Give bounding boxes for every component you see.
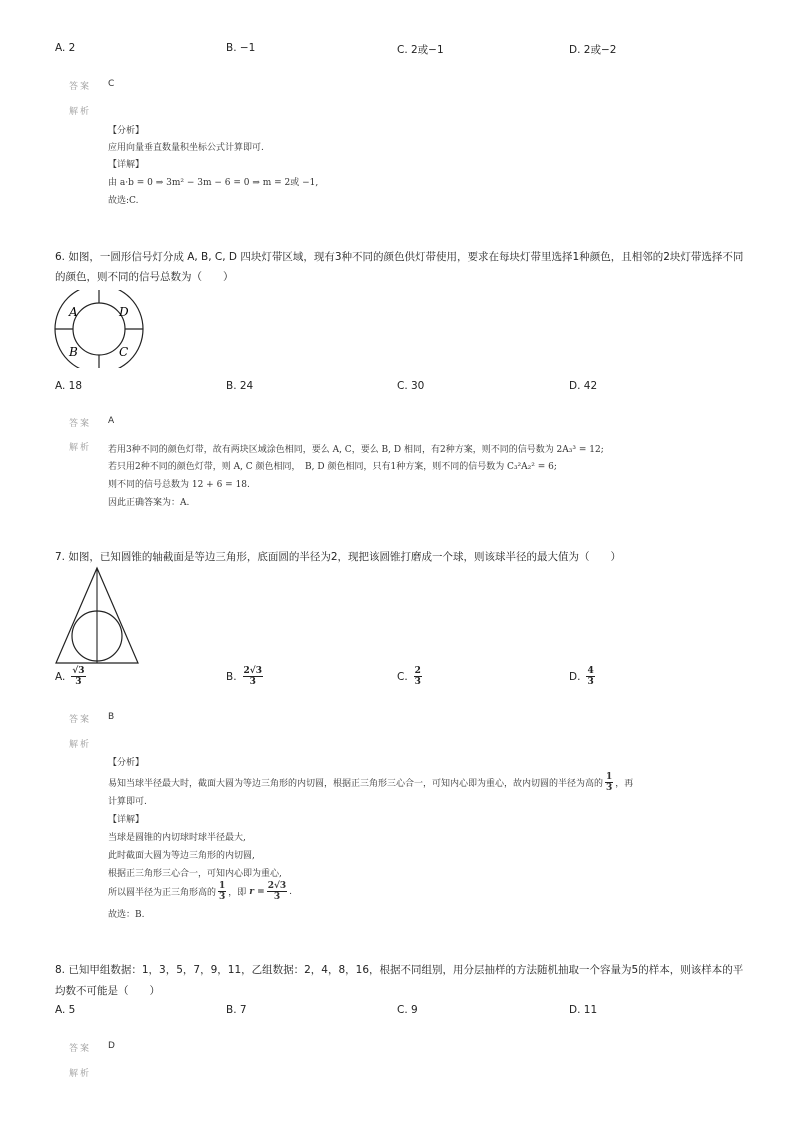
q6-answer-label: 答案	[69, 419, 92, 429]
q7-option-d: D. $\frac{4}{3}$	[569, 666, 594, 687]
q5-fenxi: 应用向量垂直数量积坐标公式计算即可.	[108, 143, 264, 153]
q5-answer-label: 答案	[69, 82, 92, 92]
q7-fenxi-fraction: $\frac{1}{3}$	[606, 772, 613, 793]
q5-option-b: B. −1	[226, 42, 256, 54]
q7-detail-line2: 此时截面大圆为等边三角形的内切圆,	[108, 851, 255, 861]
q5-option-a: A. 2	[55, 42, 76, 54]
q8-stem-line2: 均数不可能是（ ）	[55, 985, 160, 997]
q6-analysis-line1: 若用3种不同的颜色灯带，故有两块区域涂色相同，要么 A, C，要么 B, D 相同，有2种方案，则不同的信号数为 2A₃³ = 12;	[108, 445, 604, 455]
q7-option-c: C. $\frac{2}{3}$	[397, 666, 421, 687]
q7-option-d-fraction: $\frac{4}{3}$	[587, 666, 594, 687]
q8-answer: D	[108, 1041, 115, 1051]
q6-label-c: C	[119, 345, 129, 359]
q7-answer-label: 答案	[69, 715, 92, 725]
q6-answer: A	[108, 416, 115, 426]
q6-label-d: D	[119, 305, 129, 319]
q8-answer-label: 答案	[69, 1044, 92, 1054]
q7-xiangjie-label: 【详解】	[108, 815, 145, 825]
q6-analysis-line3: 则不同的信号总数为 12 + 6 = 18.	[108, 480, 250, 490]
q5-analysis-label: 解析	[69, 107, 92, 117]
q7-answer: B	[108, 712, 115, 722]
q7-radius-fraction: $\frac{2√3}{3}$	[267, 881, 287, 902]
q8-analysis-label: 解析	[69, 1069, 92, 1079]
q5-option-c: C. 2或−1	[397, 44, 444, 56]
q8-option-b: B. 7	[226, 1004, 247, 1016]
q7-stem: 7. 如图，已知圆锥的轴截面是等边三角形，底面圆的半径为2，现把该圆锥打磨成一个球，则该球半径的最大值为（ ）	[55, 551, 622, 563]
q6-signal-light-figure	[52, 290, 146, 368]
q8-option-a: A. 5	[55, 1004, 76, 1016]
q5-option-d: D. 2或−2	[569, 44, 617, 56]
q6-analysis-label: 解析	[69, 443, 92, 453]
q6-label-b: B	[69, 345, 78, 359]
q6-stem-line2: 的颜色，则不同的信号总数为（ ）	[55, 271, 234, 283]
q5-answer: C	[108, 79, 115, 89]
q7-cone-cross-section-figure	[54, 566, 140, 666]
q8-option-d: D. 11	[569, 1004, 598, 1016]
q7-detail-line3: 根据正三角形三心合一，可知内心即为重心,	[108, 869, 282, 879]
q7-fenxi-line2: 计算即可.	[108, 797, 147, 807]
q7-option-b: B. $\frac{2√3}{3}$	[226, 666, 262, 687]
q7-conclusion: 故选：B.	[108, 910, 145, 920]
q6-analysis-line4: 因此正确答案为：A.	[108, 498, 190, 508]
q8-stem-line1: 8. 已知甲组数据：1，3，5，7，9，11，乙组数据：2，4，8，16，根据不同组别，用分层抽样的方法随机抽取一个容量为5的样本，则该样本的平	[55, 964, 744, 976]
q7-option-a-fraction: $\frac{√3}{3}$	[72, 666, 85, 687]
q6-stem-line1: 6. 如图，一圆形信号灯分成 A, B, C, D 四块灯带区域，现有3种不同的颜色供灯带使用，要求在每块灯带里选择1种颜色，且相邻的2块灯带选择不同	[55, 251, 744, 263]
q7-option-c-fraction: $\frac{2}{3}$	[414, 666, 421, 687]
q6-option-a: A. 18	[55, 380, 83, 392]
q7-fenxi-line1: 易知当球半径最大时，截面大圆为等边三角形的内切圆，根据正三角形三心合一，可知内心即为重心，故内切圆的半径为高的 $\frac{1}{3}$ ，再	[108, 772, 634, 793]
q6-analysis-line2: 若只用2种不同的颜色灯带，则 A, C 颜色相同， B, D 颜色相同，只有1种方案，则不同的信号数为 C₃²A₂² = 6;	[108, 462, 557, 472]
q5-conclusion: 故选:C.	[108, 196, 139, 206]
q6-option-d: D. 42	[569, 380, 598, 392]
q7-detail-line1: 当球是圆锥的内切球时球半径最大,	[108, 833, 246, 843]
q7-detail-fraction: $\frac{1}{3}$	[219, 881, 226, 902]
q6-label-a: A	[69, 305, 78, 319]
q8-option-c: C. 9	[397, 1004, 418, 1016]
q5-solution-line: 由 a·b = 0 ⇒ 3m² − 3m − 6 = 0 ⇒ m = 2或 −1,	[108, 178, 319, 188]
q5-xiangjie-label: 【详解】	[108, 160, 145, 170]
q7-option-b-fraction: $\frac{2√3}{3}$	[243, 666, 262, 687]
q5-fenxi-label: 【分析】	[108, 126, 145, 136]
q7-analysis-label: 解析	[69, 740, 92, 750]
q7-detail-line4: 所以圆半径为正三角形高的 $\frac{1}{3}$ ，即 r = $\frac{2√3}{3}$ .	[108, 881, 293, 902]
q6-option-b: B. 24	[226, 380, 254, 392]
q7-option-a: A. $\frac{√3}{3}$	[55, 666, 85, 687]
q7-fenxi-label: 【分析】	[108, 758, 145, 768]
q6-option-c: C. 30	[397, 380, 425, 392]
